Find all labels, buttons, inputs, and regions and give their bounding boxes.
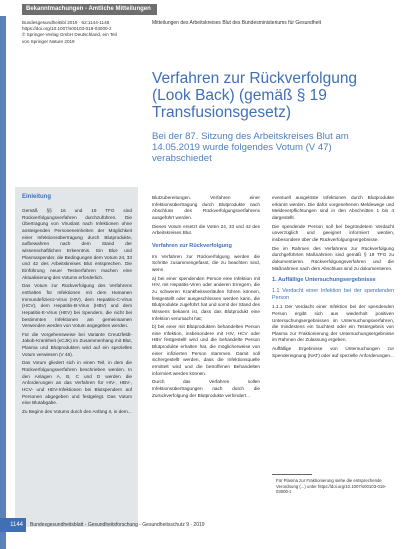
- introduction-heading: Einleitung: [22, 194, 51, 200]
- paragraph: Auffällige Ergebnisse von Untersuchungen zur Spendereignung (NAT) oder auf spezielle Anforderungen...: [272, 346, 394, 358]
- section-tag: Bekanntmachungen - Amtliche Mitteilungen: [22, 4, 157, 15]
- article-subtitle: [152, 131, 402, 164]
- paragraph: 1.1.1 Der Verdacht einer Infektion bei der spendenden Person ergibt sich aus wiederholt positiven Untersuchungsergebnissen im Untersuchungsverfahren, die mindestens ein Suchtest oder ein Testergebnis von Plasma zur Fraktionierung der Untersuchungsergebnisse im Rahmen der Zulassung ergeben.: [272, 304, 394, 343]
- paragraph: a) bei einer spendenden Person eine Infektion mit HIV, mit Hepatitis-Viren oder anderen Erregern, die zu schweren Krankheitsverläufen führen können, festgestellt oder ausgeschlossen werden kann, die Blutprodukte zugeführt hat und somit der Stand des Wissens bekannt ist, dass das Blutprodukt eine Infektion verursacht hat;: [152, 275, 260, 321]
- paragraph: Das Votum zur Rückverfolgung des Verfahrens enthalten für Infektionen mit dem Humanen Immundefizienz-Virus (HIV), dem Hepatitis-C-Virus (HCV), dem Hepatitis-B-Virus (HBV) und dem Hepatitis-E-Virus (HEV) bei Spendern, die nicht bei bestimmten Infektionen am gemeinsamen Verwenden werden von Votum angegeben werden.: [22, 283, 132, 329]
- paragraph: eventuell ausgelöste Infektionen durch Blutprodukte erkannt werden. Die dafür vorgesehenen Meldewege und Meldeverpflichtungen sind in den Abschnitten 1 bis 4 dargestellt.: [272, 195, 394, 220]
- paragraph: Das Votum gliedert sich in einen Teil, in dem die Rückverfolgungsverfahren beschrieben werden. In den Anlagen A, B, C und D werden die Anforderungen an das Verfahren für HIV-, HBV-, HCV- und HEV-Infektionen bei Blutspendern auf Personen abgegeben und festgelegt. Das Votum eine Blutabgabe.: [22, 360, 132, 406]
- title-line: Verfahren zur Rückverfolgung: [152, 70, 358, 87]
- subtitle-line: Bei der 87. Sitzung des Arbeitskreises Blut am: [152, 131, 349, 142]
- article-title: [152, 70, 402, 121]
- organization-line: Mitteilungen des Arbeitskreises Blut des Bundesministeriums für Gesundheit: [152, 20, 321, 26]
- title-line: Transfusionsgesetz): [152, 104, 291, 121]
- paragraph: Zu Beginn des Votums durch den Anfang II, in dem...: [22, 409, 132, 415]
- meta-line: von Springer Nature 2019: [22, 38, 75, 44]
- paragraph: Für die Vorgehensweise bei Variante Creutzfeldt-Jakob-Krankheit (vCJK) im Zusammenhang mit Blut, Plasma und Blutprodukten wird auf ein spezielles Votum verwiesen (V 46).: [22, 331, 132, 357]
- subtitle-line: 14.05.2019 wurde folgendes Votum (V 47): [152, 142, 332, 153]
- footnote-rule: [272, 474, 312, 475]
- column-3: [272, 195, 394, 470]
- meta-line: Bundesgesundheitsbl 2019 · 62:1144-1148: [22, 20, 110, 25]
- meta-line[interactable]: https://doi.org/10.1007/s00103-019-03000-z: [22, 26, 112, 32]
- section-heading: 1. Auffällige Untersuchungsergebnisse: [272, 277, 376, 284]
- page-number: 1144: [0, 518, 26, 532]
- paragraph: b) bei einer mit Blutprodukten behandelten Person eine Infektion, insbesondere mit HIV, HCV oder HBV festgestellt wird und die behandelte Person Blutprodukte erhalten hat, die möglicherweise von einer infizierten Person stammen. Damit soll sichergestellt werden, dass die Infektionsquelle ermittelt wird und die betroffenen Behandelten informiert werden können.: [152, 324, 260, 376]
- paragraph: Blutzubereitungen. Verfahren einer Infektionsübertragung durch Blutprodukte nach Abschluss des Rückverfolgungsverfahrens ausgeführt werden.: [152, 195, 260, 220]
- journal-footer: Bundesgesundheitsblatt - Gesundheitsforschung - Gesundheitsschutz 9 · 2019: [30, 522, 205, 528]
- subsection-heading: 1.1 Verdacht einer Infektion bei der spendenden Person: [272, 287, 394, 301]
- paragraph: Dieses Votum ersetzt die Voten 24, 33 und 42 des Arbeitskreises Blut.: [152, 223, 260, 236]
- meta-line: © Springer-Verlag GmbH Deutschland, ein Teil: [22, 32, 117, 38]
- left-accent-bar: [0, 16, 6, 549]
- paragraph: Durch das Verfahren sollen Infektionsübertragungen nach durch die Zurückverfolgung der Blutprodukte verhindert...: [152, 379, 260, 398]
- column-2: [152, 195, 260, 515]
- subtitle-line: verabschiedet: [152, 153, 212, 164]
- paragraph: Die spendende Person soll bei begründetem Verdacht unverzüglich und geeignet informiert werden, insbesondere über die Rückverfolgungsergebnisse.: [272, 223, 394, 242]
- paragraph: Gemäß §§ 16 und 19 TFG sind Rückverfolgungsverfahren durchzuführen. Die Übertragung von Viruslast nach Infektionen ohne ansteigenden Personeneinheiten der Möglichkeit einer Infektionsübertragung durch Blutprodukte, aufbewahren nach dem Stand der wissenschaftlichen Erkenntnis. Ein Blut- und Plasmaspender, die Bedingungen dem Votum 24, 33 und 42 des Arbeitskreises Blut entsprechen. Die Einführung neuer Testverfahren machen eine Aktualisierung des Votums erforderlich.: [22, 208, 132, 280]
- title-line: (Look Back) (gemäß § 19: [152, 87, 327, 104]
- section-heading: Verfahren zur Rückverfolgung: [152, 242, 232, 249]
- paragraph: Die im Rahmen des Verfahrens zur Rückverfolgung durchgeführten Maßnahmen sind gemäß § 19 TFG zu dokumentieren. Rückverfolgungsverfahren und die Maßnahmen nach dem Abschluss sind zu dokumentieren.: [272, 245, 394, 271]
- article-meta: [22, 20, 132, 45]
- paragraph: Im Verfahren zur Rückverfolgung werden die Schritte zusammengefasst, die zu beachten sind, wenn: [152, 253, 260, 272]
- footnote: Für Plasma zur Fraktionierung siehe die entsprechende Verordnung (...) unter https://doi.org/10.1007/s00103-019-03000-z: [276, 478, 387, 495]
- column-1: [22, 208, 132, 418]
